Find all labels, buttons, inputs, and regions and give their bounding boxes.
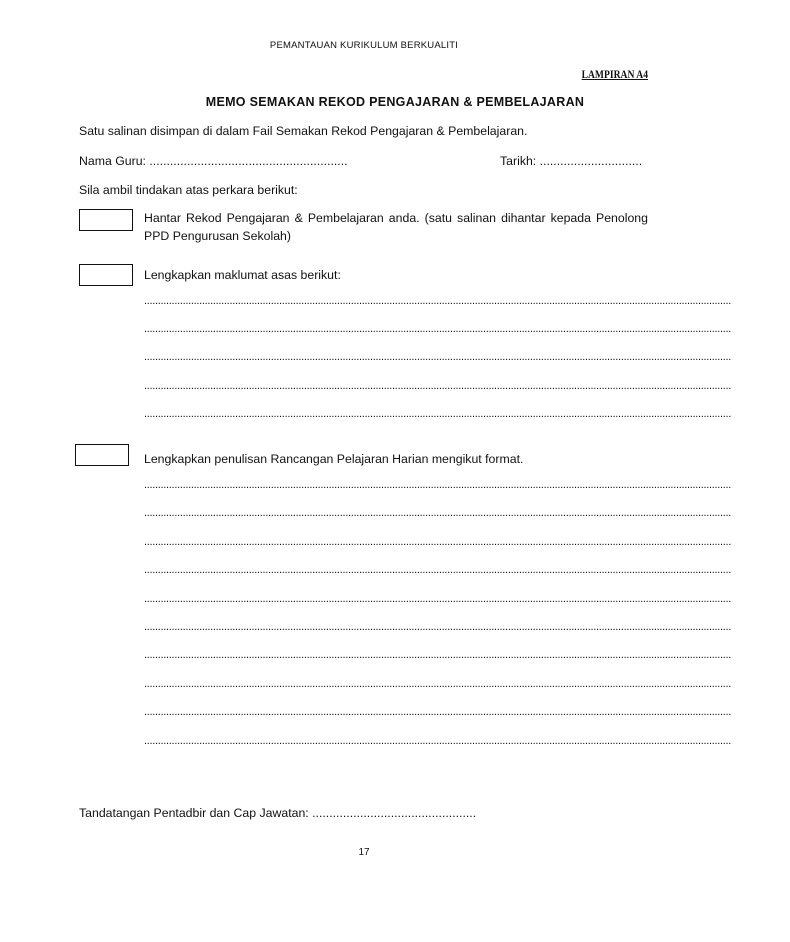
fill-line[interactable]: ..................................................................................................................................................................................................................... xyxy=(144,479,732,491)
running-header: PEMANTAUAN KURIKULUM BERKUALITI xyxy=(269,40,459,51)
fill-line[interactable]: ..................................................................................................................................................................................................................... xyxy=(144,621,732,633)
fill-line[interactable]: ..................................................................................................................................................................................................................... xyxy=(144,380,732,392)
item-1-text: Hantar Rekod Pengajaran & Pembelajaran anda. (satu salinan dihantar kepada Penolong PPD Pengurusan Sekolah) xyxy=(144,211,648,243)
checkbox-item-2[interactable] xyxy=(79,264,133,286)
signature-field: Tandatangan Pentadbir dan Cap Jawatan: ................................................ xyxy=(79,806,477,820)
fill-line[interactable]: ..................................................................................................................................................................................................................... xyxy=(144,351,732,363)
fill-line[interactable]: ..................................................................................................................................................................................................................... xyxy=(144,507,732,519)
instruction-text: Sila ambil tindakan atas perkara berikut: xyxy=(79,183,298,197)
appendix-label: LAMPIRAN A4 xyxy=(581,67,648,81)
checkbox-item-1[interactable] xyxy=(79,209,133,231)
fill-line[interactable]: ..................................................................................................................................................................................................................... xyxy=(144,295,732,307)
checkbox-item-3[interactable] xyxy=(75,444,129,466)
fill-line[interactable]: ..................................................................................................................................................................................................................... xyxy=(144,706,732,718)
copy-note: Satu salinan disimpan di dalam Fail Semakan Rekod Pengajaran & Pembelajaran. xyxy=(79,124,528,138)
fill-line[interactable]: ..................................................................................................................................................................................................................... xyxy=(144,593,732,605)
page-number: 17 xyxy=(358,847,370,858)
fill-line[interactable]: ..................................................................................................................................................................................................................... xyxy=(144,678,732,690)
memo-title: MEMO SEMAKAN REKOD PENGAJARAN & PEMBELAJARAN xyxy=(205,95,585,109)
date-field: Tarikh: .............................. xyxy=(500,154,643,168)
item-2-text: Lengkapkan maklumat asas berikut: xyxy=(144,268,341,282)
fill-line[interactable]: ..................................................................................................................................................................................................................... xyxy=(144,408,732,420)
fill-line[interactable]: ..................................................................................................................................................................................................................... xyxy=(144,649,732,661)
fill-line[interactable]: ..................................................................................................................................................................................................................... xyxy=(144,735,732,747)
teacher-name-field: Nama Guru: .......................................................... xyxy=(79,154,348,168)
item-3-text: Lengkapkan penulisan Rancangan Pelajaran Harian mengikut format. xyxy=(144,452,524,466)
fill-line[interactable]: ..................................................................................................................................................................................................................... xyxy=(144,536,732,548)
fill-line[interactable]: ..................................................................................................................................................................................................................... xyxy=(144,564,732,576)
fill-line[interactable]: ..................................................................................................................................................................................................................... xyxy=(144,323,732,335)
